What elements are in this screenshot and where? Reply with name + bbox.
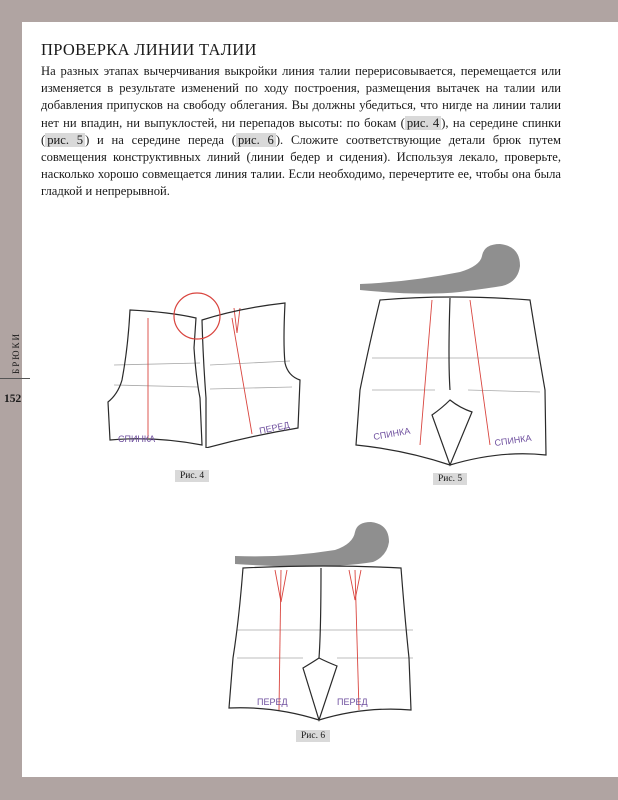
- page-title: ПРОВЕРКА ЛИНИИ ТАЛИИ: [41, 40, 257, 59]
- section-tab: [4, 318, 21, 398]
- fig4-guides: [114, 361, 292, 389]
- body-text: [41, 63, 561, 201]
- fig5-guides: [372, 358, 540, 392]
- figure-4-caption: Рис. 4: [175, 470, 209, 482]
- sidebar-divider: [0, 378, 30, 379]
- body-text-part-1: На разных этапах вычерчивания выкройки линия талии перерисовывается, перемещается или изменяется в результате изменений по ходу построения, размещения вытачек на талии или добавления припусков на свободу облегания. Вы должны убедиться, что нигде на линии талии нет ни впадин, ни выпуклостей, ни перепадов высоты: по бокам (: [41, 64, 561, 130]
- fig4-highlight-circle: [174, 293, 220, 339]
- fig4-grain-lines: [148, 308, 252, 438]
- figure-5-drawing: [350, 240, 560, 470]
- figure-6-drawing: [225, 520, 425, 725]
- fig5-label-right: СПИНКА: [493, 432, 533, 448]
- figure-5-caption: Рис. 5: [433, 473, 467, 485]
- fig6-label-right: ПЕРЕД: [337, 697, 368, 707]
- fig5-label-left: СПИНКА: [372, 425, 411, 442]
- french-curve-ruler-icon: [360, 244, 520, 294]
- french-curve-ruler-icon: [235, 522, 389, 567]
- fig4-label-right: ПЕРЕД: [258, 419, 291, 436]
- fig5-grain-lines: [420, 300, 490, 445]
- page-number: 152: [4, 393, 22, 405]
- fig6-guides: [237, 630, 413, 658]
- fig6-grain-lines: [275, 570, 361, 710]
- figure-6-caption: Рис. 6: [296, 730, 330, 742]
- figure-ref-6: рис. 6: [238, 132, 274, 147]
- body-text-part-4: ). Сложите соответствующие детали брюк путем совмещения конструктивных линий (линии бедер и сидения). Используя лекало, проверьте, насколько хорошо совмещается линия талии. Если необходимо, перечертите ее, чтобы она была гладкой и непрерывной.: [41, 132, 561, 199]
- figure-ref-4: рис. 4: [406, 115, 440, 130]
- body-text-part-3: ) и на середине переда (: [85, 132, 236, 147]
- figure-4-drawing: [100, 288, 310, 448]
- figure-ref-5: рис. 5: [47, 132, 84, 147]
- fig4-label-left: СПИНКА: [118, 434, 156, 444]
- fig6-label-left: ПЕРЕД: [257, 697, 288, 707]
- section-label: БРЮКИ: [11, 332, 21, 374]
- body-text-part-2: ), на середине спинки (: [41, 115, 561, 147]
